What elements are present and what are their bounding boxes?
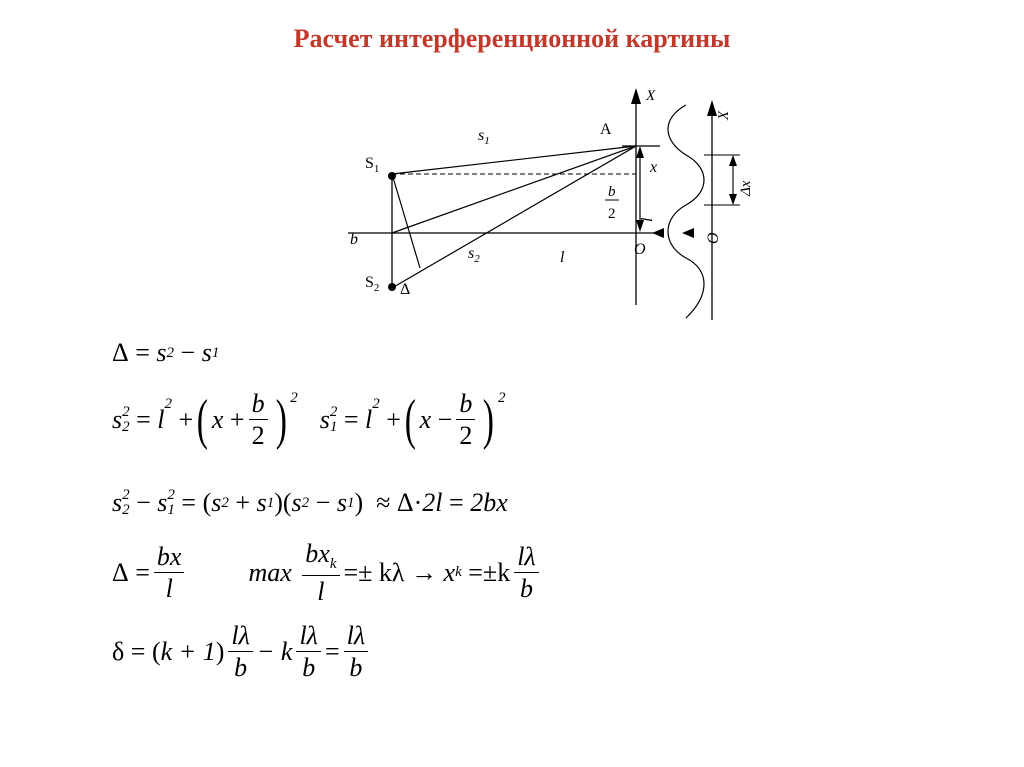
formula-maxima: Δ = $\frac{bx}{l}$ max $\frac{bx_k}{l}$ =± kλ → x k =±k $\frac{l\lambda}{b}$ — [112, 540, 543, 605]
ray-s2 — [392, 146, 636, 288]
intensity-wave — [668, 105, 704, 318]
source-point-s1 — [388, 172, 396, 180]
label-o-right: O — [705, 232, 722, 244]
ray-s1 — [392, 146, 636, 174]
label-S1: $S_1$ — [365, 155, 380, 175]
label-l-vertical: l — [639, 217, 656, 222]
label-delta-x: Δx — [738, 180, 754, 196]
o-arrow-right — [682, 228, 694, 238]
fraction-bxk-over-l: $\frac{bx_k}{l}$ — [302, 540, 339, 605]
interference-diagram — [330, 80, 754, 330]
label-o-left: O — [634, 241, 646, 258]
fraction-l-lambda-over-b-3: $\frac{l\lambda}{b}$ — [344, 622, 368, 682]
label-x: x — [650, 159, 658, 176]
label-b-over-2-den: 2 — [608, 206, 616, 222]
fraction-l-lambda-over-b-1: $\frac{l\lambda}{b}$ — [228, 622, 252, 682]
fraction-l-lambda-over-b-2: $\frac{l\lambda}{b}$ — [296, 622, 320, 682]
fraction-b-over-2-second: $\frac{b}{2}$ — [456, 390, 475, 450]
source-point-s2 — [388, 283, 396, 291]
page-title: Расчет интерференционной картины — [293, 24, 731, 53]
perpendicular — [392, 174, 420, 268]
label-s1: $s_1$ — [478, 127, 490, 147]
formula-path-difference: Δ = s 2 − s 1 — [112, 338, 220, 367]
label-x-axis-right: X — [716, 110, 732, 120]
label-delta: Δ — [400, 281, 411, 298]
formula-difference-of-squares: s 2 2 − s 2 1 = ( s 2 + s 1 )( s 2 − s 1 ) ≈ Δ · 2l = 2bx — [112, 487, 508, 518]
label-l: l — [560, 249, 565, 266]
formula-fringe-width: δ = ( k + 1 ) $\frac{l\lambda}{b}$ − k $\frac{l\lambda}{b}$ = $\frac{l\lambda}{b}$ — [112, 622, 372, 682]
axis-arrow-left — [631, 88, 641, 104]
fraction-l-lambda-over-b: $\frac{l\lambda}{b}$ — [514, 543, 538, 603]
fraction-b-over-2: $\frac{b}{2}$ — [249, 390, 268, 450]
label-s2: $s_2$ — [468, 245, 480, 265]
label-x-axis-left: X — [646, 88, 656, 104]
label-b: b — [350, 231, 358, 248]
x-arrow-head-up — [636, 146, 644, 158]
formula-distances-squared: s 2 2 = l $^2$ + ( x + $\frac{b}{2}$ ) $^2$ s 2 1 = l $^2$ + ( x − $\frac{b}{2}$ ) $^2$ — [112, 388, 506, 451]
delta-x-arrow-up — [729, 155, 737, 166]
o-arrow-left — [652, 228, 664, 238]
label-a: A — [600, 121, 612, 138]
ray-center — [392, 146, 636, 233]
label-S2: $S_2$ — [365, 274, 380, 294]
label-b-over-2-num: b — [608, 184, 616, 200]
fraction-bx-over-l: $\frac{bx}{l}$ — [154, 543, 185, 603]
delta-x-arrow-down — [729, 194, 737, 205]
